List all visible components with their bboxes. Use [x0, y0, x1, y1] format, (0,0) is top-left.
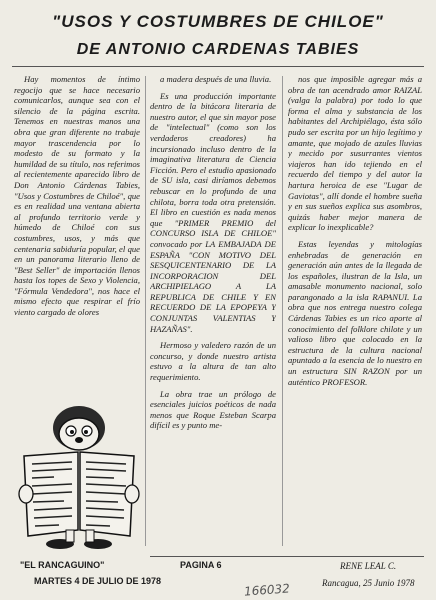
- column-3: [288, 74, 422, 544]
- author-signature: RENE LEAL C.: [340, 561, 397, 571]
- article-title-line2: DE ANTONIO CARDENAS TABIES: [76, 41, 360, 58]
- paragraph: nos que imposible agregar más a obra de tan acendrado amor RAIZAL (valga la palabra) por todo lo que forma el alma y substancia de los habitantes del Archipiélago, ésta sólo pudo ser escrita por un hijo legítimo y amante, que mojado de azules lluvias y mecido por susurrantes vientos viajeros han ido tejiendo en el recuerdo del tiempo y del autor la hartura heroica de ese "Lugar de Gaviotas", allí donde el hombre sueña y en sus sueños explica sus asombros, quizás haber mejor manera de explicar lo inexplicable?: [288, 74, 422, 233]
- article-title-line1: "USOS Y COSTUMBRES DE CHILOE": [52, 12, 384, 31]
- newspaper-name: "EL RANCAGUINO": [20, 560, 105, 570]
- title-underline: [12, 66, 424, 67]
- column-2: [150, 74, 276, 486]
- page-label: PAGINA 6: [180, 560, 222, 570]
- column-divider: [282, 76, 283, 546]
- paragraph: Hermoso y valedero razón de un concurso, y donde nuestro artista estuvo a la altura de tan alto requerimiento.: [150, 340, 276, 383]
- place-and-date: Rancagua, 25 Junio 1978: [322, 578, 415, 588]
- archive-stamp-number: 166032: [243, 581, 291, 599]
- signature-rule: [150, 556, 424, 557]
- paragraph: Es una producción importante dentro de la bitácora literaria de nuestro autor, el que sin mayor pose de "intelectual" (como son los verdaderos creadores) ha incursionado incluso dentro de la imaginativa literatura de Ciencia Ficción. Pero el estudio apasionado de SU isla, casi diríamos debemos rebuscar en lo profundo de una chilota, borra toda otra pretensión. El libro en cuestión es nada menos que "PRIMER PREMIO del CONCURSO ISLA DE CHILOE" convocado por LA EMBAJADA DE ESPAÑA "CON MOTIVO DEL SESQUICENTENARIO DE LA INCORPORACION DEL ARCHIPIELAGO A LA REPUBLICA DE CHILE Y EN RECUERDO DE LA EPOPEYA Y CONJUNTAS VALENTIAS Y HAZAÑAS".: [150, 90, 276, 334]
- paragraph: a madera después de una lluvia.: [160, 74, 272, 84]
- paragraph: Estas leyendas y mitologías enhebradas de generación en generación aún antes de la llegada de los españoles, ilustran de la Isla, un amasable monumento nacional, solo parangonado a la isla RAPANUI. La obra que nos entrega nuestro colega Cárdenas Tabies es un rico aporte al conocimiento del folklore chilote y un valioso libro que colocado en la estructura de la cultura nacional apuntado a la esencia de lo nuestro en un estructura SIN RAZON por un auténtico PROFESOR.: [288, 238, 422, 387]
- column-divider: [145, 76, 146, 546]
- publication-date: MARTES 4 DE JULIO DE 1978: [34, 576, 162, 586]
- paragraph: Hay momentos de íntimo regocijo que se hace necesario comunicarlos, aunque sea con el silencio de la página escrita. Tenemos en nuestras manos una obra que gran diferente no trabaje mayor trascendencia por lo modesto de su formato y la humildad de su título, nos referimos al recientemente aparecido libro de Don Antonio Cárdenas Tabies, "Usos y Costumbres de Chiloé", que es en realidad una ventana abierta al profundo territorio verde y húmedo de Chiloé con sus costumbres, usos, y más que centenaria sabiduría popular, el que en un panorama literario lleno de "Best Seller" de importación llenos hasta los topes de Sexo y Violencia, "Fórmula Vendedora", nos hace el mismo efecto que respirar el frío viento cargado de olores: [14, 74, 140, 318]
- newspaper-reader-illustration: [14, 398, 144, 550]
- paragraph: La obra trae un prólogo de esenciales juicios poéticos de nada menos que Roque Esteban Scarpa difícil es y punto me-: [150, 388, 276, 431]
- column-1: [14, 74, 140, 394]
